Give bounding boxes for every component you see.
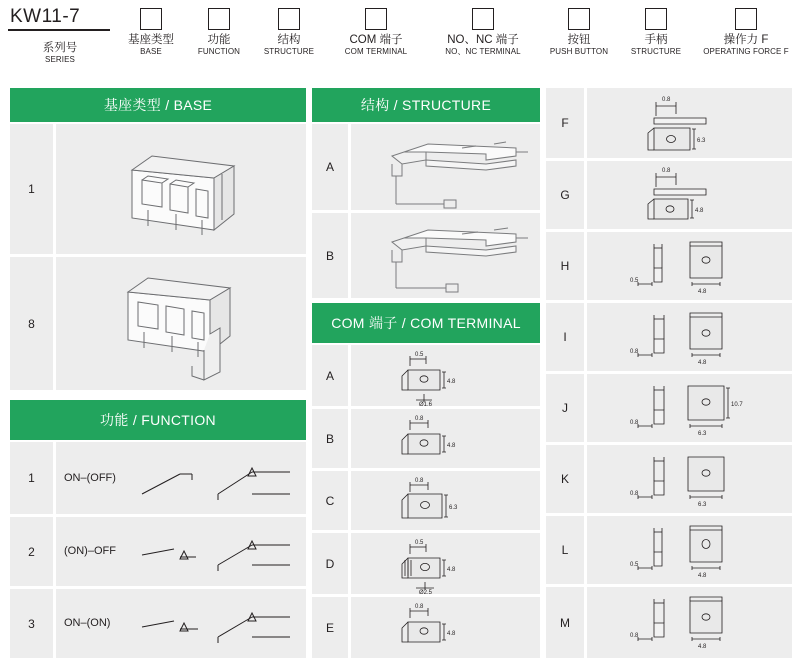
com-row-code-c	[312, 471, 348, 530]
com-row-code-b	[312, 409, 348, 468]
no-nc-drawing-l	[628, 522, 758, 584]
structure-row-code-b	[312, 213, 348, 298]
com-c-dim-2: 6.3	[449, 505, 458, 511]
function-row-2-code: 2	[28, 544, 35, 559]
base-grid-hline	[10, 254, 306, 257]
com-c-dim-1: 0.8	[415, 478, 424, 484]
no-nc-row-m-code: M	[560, 615, 570, 630]
header-col-push-button-cn: 按钮	[567, 34, 591, 46]
base-grid-vline	[53, 124, 56, 390]
no-nc-row-code-i	[546, 303, 584, 371]
header-col-push-button	[540, 8, 618, 57]
no-nc-row-code-l	[546, 516, 584, 584]
no-nc-l-dim-2: 4.8	[698, 573, 707, 579]
com-grid-vline	[348, 345, 351, 658]
base-row-code-8	[10, 257, 53, 390]
no-nc-l-dim-1: 0.5	[630, 562, 639, 568]
com-terminal-drawing-a	[398, 350, 508, 406]
no-nc-h-dim-1: 0.5	[630, 278, 639, 284]
no-nc-drawing-i	[628, 309, 758, 371]
function-section-header	[10, 400, 306, 440]
structure-row-code-a	[312, 124, 348, 210]
com-row-b-code: B	[325, 431, 334, 446]
header-col-structure-cn: 结构	[277, 34, 301, 46]
checkbox-handle[interactable]	[645, 8, 667, 30]
com-d-dim-3: Ø2.5	[419, 590, 433, 594]
header-col-base-cn: 基座类型	[128, 34, 174, 46]
checkbox-no-nc-terminal[interactable]	[472, 8, 494, 30]
no-nc-k-dim-2: 6.3	[698, 502, 707, 508]
header-col-series-cn: 系列号	[42, 42, 78, 54]
no-nc-row-k-code: K	[560, 472, 569, 486]
no-nc-row-code-f	[546, 88, 584, 158]
no-nc-drawing-j	[628, 380, 758, 442]
no-nc-row-g-code: G	[560, 188, 570, 202]
no-nc-row-code-h	[546, 232, 584, 300]
no-nc-g-dim-1: 0.8	[662, 168, 671, 174]
header-col-com-terminal	[326, 8, 426, 57]
com-e-dim-2: 4.8	[447, 631, 456, 637]
checkbox-push-button[interactable]	[568, 8, 590, 30]
base-section-title: 基座类型 / BASE	[103, 97, 213, 113]
header-col-series	[10, 42, 110, 65]
header-col-operating-force-en: OPERATING FORCE F	[703, 47, 789, 56]
no-nc-h-dim-2: 4.8	[698, 289, 707, 295]
no-nc-g-dim-2: 4.8	[695, 208, 704, 214]
no-nc-row-code-j	[546, 374, 584, 442]
checkbox-structure[interactable]	[278, 8, 300, 30]
function-row-code-3	[10, 589, 53, 658]
checkbox-base[interactable]	[140, 8, 162, 30]
com-row-d-code: D	[325, 556, 335, 571]
checkbox-com-terminal[interactable]	[365, 8, 387, 30]
header-col-no-nc-terminal-cn: NO、NC 端子	[447, 34, 519, 46]
com-d-dim-2: 4.8	[447, 567, 456, 573]
com-e-dim-1: 0.8	[415, 604, 424, 610]
structure-section-title: 结构 / STRUCTURE	[360, 97, 492, 113]
com-terminal-section-header	[312, 303, 540, 343]
base-row-1-label: 1	[28, 182, 35, 196]
com-terminal-drawing-c	[398, 476, 508, 528]
function-schematic-3	[140, 605, 300, 651]
no-nc-j-dim-2: 6.3	[698, 431, 707, 437]
function-row-1-label: ON–(OFF)	[64, 472, 116, 484]
no-nc-j-dim-3: 10.7	[731, 402, 743, 408]
header-col-series-en: SERIES	[45, 55, 75, 64]
structure-drawing-a	[366, 134, 534, 210]
title-block	[8, 6, 114, 31]
function-row-3-label: ON–(ON)	[64, 617, 111, 629]
base-drawing-8	[112, 262, 242, 384]
function-row-code-1	[10, 442, 53, 514]
base-row-8-label: 8	[28, 316, 35, 331]
checkbox-function[interactable]	[208, 8, 230, 30]
com-a-dim-2: 4.8	[447, 379, 456, 385]
function-row-code-2	[10, 517, 53, 586]
header-col-handle-cn: 手柄	[644, 34, 668, 46]
structure-row-a-code: A	[325, 160, 334, 174]
header-col-base-en: BASE	[140, 47, 162, 56]
no-nc-m-dim-2: 4.8	[698, 644, 707, 650]
function-grid-vline	[53, 442, 56, 658]
com-a-dim-3: Ø1.6	[419, 402, 433, 406]
structure-row-b-code: B	[325, 248, 334, 263]
function-section-title: 功能 / FUNCTION	[100, 412, 216, 428]
no-nc-i-dim-1: 0.8	[630, 349, 639, 355]
no-nc-f-dim-2: 6.3	[697, 138, 706, 144]
header-col-function-cn: 功能	[207, 34, 231, 46]
header-col-com-terminal-en: COM TERMINAL	[344, 47, 408, 56]
no-nc-drawing-k	[628, 451, 758, 513]
no-nc-row-code-k	[546, 445, 584, 513]
no-nc-drawing-m	[628, 593, 758, 655]
function-row-3-code: 3	[28, 616, 35, 631]
no-nc-row-i-code: I	[563, 330, 567, 344]
function-grid-hline-2	[10, 586, 306, 589]
com-terminal-drawing-d	[398, 538, 508, 594]
header-col-handle-en: STRUCTURE	[630, 47, 682, 56]
header-col-com-terminal-cn: COM 端子	[349, 34, 403, 46]
function-schematic-1	[140, 460, 300, 506]
page-title: KW11-7	[10, 6, 81, 27]
title-underline	[8, 29, 110, 31]
header-col-handle	[616, 8, 696, 57]
header-col-base	[112, 8, 190, 57]
com-d-dim-1: 0.5	[415, 540, 424, 546]
base-section-header	[10, 88, 306, 122]
no-nc-row-code-g	[546, 161, 584, 229]
header-col-operating-force	[694, 8, 798, 57]
com-b-dim-1: 0.8	[415, 416, 424, 422]
com-row-code-a	[312, 345, 348, 406]
com-row-code-e	[312, 597, 348, 658]
header-col-no-nc-terminal	[424, 8, 542, 57]
no-nc-row-h-code: H	[560, 259, 570, 273]
com-row-a-code: A	[325, 368, 334, 383]
header	[0, 0, 802, 78]
no-nc-drawing-f	[640, 94, 760, 156]
com-terminal-section-title: COM 端子 / COM TERMINAL	[331, 315, 521, 331]
header-col-operating-force-cn: 操作力 F	[723, 34, 769, 46]
no-nc-m-dim-1: 0.8	[630, 633, 639, 639]
com-terminal-drawing-e	[398, 602, 508, 654]
com-row-c-code: C	[325, 493, 335, 508]
com-row-code-d	[312, 533, 348, 594]
header-col-no-nc-terminal-en: NO、NC TERMINAL	[445, 47, 521, 56]
no-nc-row-l-code: L	[561, 543, 569, 557]
no-nc-drawing-g	[640, 165, 760, 227]
com-a-dim-1: 0.5	[415, 352, 424, 358]
structure-section-header	[312, 88, 540, 122]
function-row-2-label: (ON)–OFF	[64, 545, 116, 557]
no-nc-row-f-code: F	[561, 116, 569, 130]
com-b-dim-2: 4.8	[447, 443, 456, 449]
structure-drawing-b	[366, 222, 534, 298]
checkbox-operating-force[interactable]	[735, 8, 757, 30]
no-nc-row-code-m	[546, 587, 584, 658]
header-col-push-button-en: PUSH BUTTON	[549, 47, 609, 56]
function-schematic-2	[140, 533, 300, 579]
header-col-function	[184, 8, 254, 57]
header-col-function-en: FUNCTION	[197, 47, 241, 56]
base-drawing-1	[118, 134, 238, 246]
header-col-structure-en: STRUCTURE	[263, 47, 315, 56]
header-col-structure	[252, 8, 326, 57]
function-row-1-code: 1	[28, 471, 35, 485]
no-nc-row-j-code: J	[562, 401, 568, 415]
com-row-e-code: E	[325, 620, 334, 635]
no-nc-k-dim-1: 0.8	[630, 491, 639, 497]
no-nc-drawing-h	[628, 238, 758, 300]
no-nc-j-dim-1: 0.8	[630, 420, 639, 426]
no-nc-f-dim-1: 0.8	[662, 97, 671, 103]
no-nc-i-dim-2: 4.8	[698, 360, 707, 366]
function-grid-hline-1	[10, 514, 306, 517]
com-terminal-drawing-b	[398, 414, 508, 466]
base-row-code-1	[10, 124, 53, 254]
